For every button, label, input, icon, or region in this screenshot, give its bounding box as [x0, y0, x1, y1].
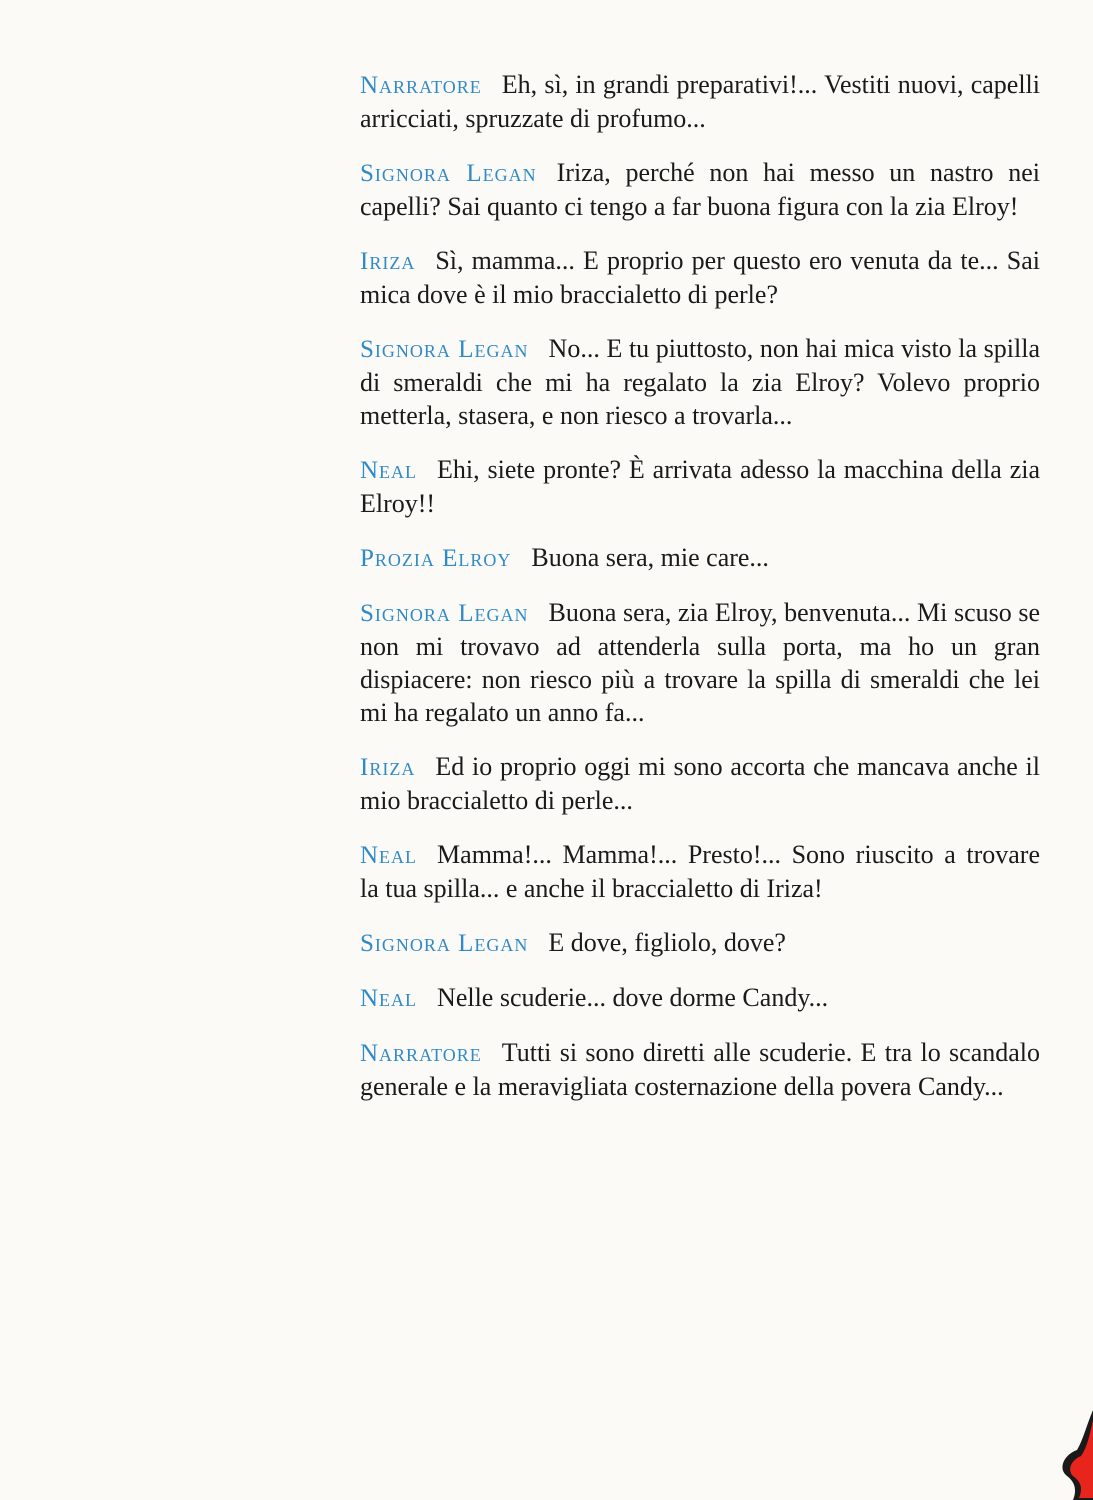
speaker-name: Signora Legan	[360, 160, 537, 187]
speaker-name: Narratore	[360, 72, 482, 99]
dialogue-text	[360, 68, 1040, 1124]
speech-line	[360, 750, 1040, 817]
speaker-name: Prozia Elroy	[360, 545, 512, 572]
speaker-name: Iriza	[360, 248, 416, 275]
speech-text: Buona sera, zia Elroy, benvenuta... Mi scuso se non mi trovavo ad attenderla sulla porta, ma ho un gran dispiacere: non riesco più a trovare la spilla di smeraldi che lei mi ha regalato un anno fa...	[360, 598, 1040, 727]
speech-line	[360, 332, 1040, 432]
speaker-name: Signora Legan	[360, 336, 529, 363]
speech-text: No... E tu piuttosto, non hai mica visto la spilla di smeraldi che mi ha regalato la zia Elroy? Volevo proprio metterla, stasera, e non riesco a trovarla...	[360, 334, 1041, 430]
speaker-name: Neal	[360, 457, 418, 484]
speech-line	[360, 68, 1040, 135]
speech-text: E dove, figliolo, dove?	[548, 928, 786, 957]
speech-line	[360, 926, 1040, 960]
speech-line	[360, 541, 1040, 575]
speech-line	[360, 453, 1040, 520]
speaker-name: Narratore	[360, 1040, 482, 1067]
speaker-name: Neal	[360, 842, 418, 869]
speech-text: Ehi, siete pronte? È arrivata adesso la macchina della zia Elroy!!	[360, 455, 1040, 518]
speech-text: Eh, sì, in grandi preparativi!... Vestiti nuovi, capelli arricciati, spruzzate di profumo...	[360, 70, 1040, 133]
speech-line	[360, 1036, 1040, 1103]
speech-line	[360, 981, 1040, 1015]
speech-text: Iriza, perché non hai messo un nastro nei capelli? Sai quanto ci tengo a far buona figura con la zia Elroy!	[360, 158, 1040, 221]
speech-text: Sì, mamma... E proprio per questo ero venuta da te... Sai mica dove è il mio braccialetto di perle?	[360, 246, 1040, 309]
speech-line	[360, 244, 1040, 311]
speaker-name: Signora Legan	[360, 930, 529, 957]
speech-text: Tutti si sono diretti alle scuderie. E tra lo scandalo generale e la meravigliata costernazione della povera Candy...	[360, 1038, 1040, 1101]
speech-line	[360, 156, 1040, 223]
speaker-name: Signora Legan	[360, 600, 529, 627]
speech-line	[360, 838, 1040, 905]
speech-text: Nelle scuderie... dove dorme Candy...	[437, 983, 829, 1012]
speech-line	[360, 596, 1040, 729]
speech-text: Ed io proprio oggi mi sono accorta che mancava anche il mio braccialetto di perle...	[360, 752, 1040, 815]
speaker-name: Neal	[360, 985, 418, 1012]
speech-text: Mamma!... Mamma!... Presto!... Sono riuscito a trovare la tua spilla... e anche il braccialetto di Iriza!	[360, 840, 1040, 903]
corner-illustration-fragment	[1043, 1410, 1093, 1500]
speech-text: Buona sera, mie care...	[531, 543, 769, 572]
speaker-name: Iriza	[360, 754, 416, 781]
